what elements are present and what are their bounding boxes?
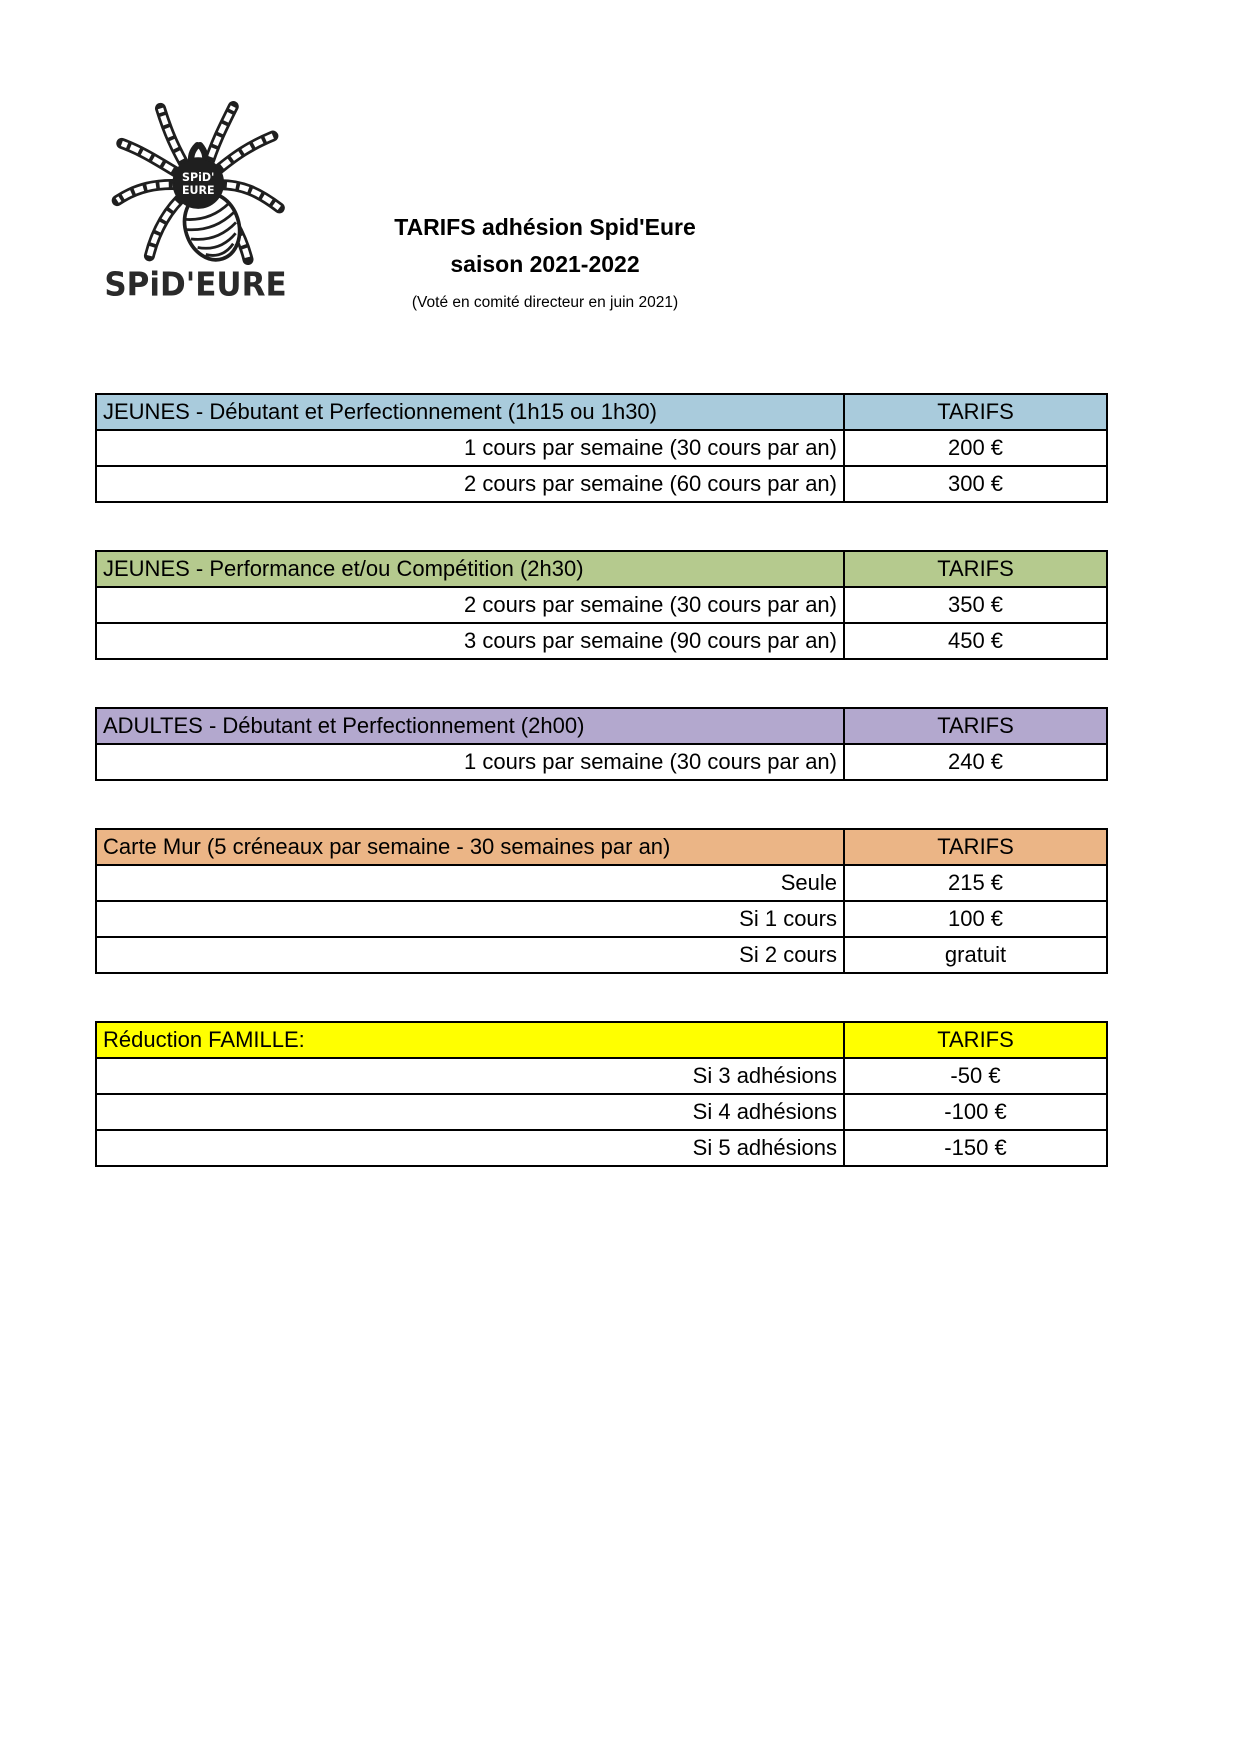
tarif-table-jeunes-debutant — [95, 393, 1108, 503]
tarifs-column-header: TARIFS — [844, 829, 1107, 865]
title-block — [335, 214, 755, 312]
logo — [98, 90, 293, 303]
row-label: 2 cours par semaine (60 cours par an) — [96, 466, 844, 502]
tables — [95, 393, 1108, 1214]
row-tarif: 240 € — [844, 744, 1107, 780]
tarifs-column-header: TARIFS — [844, 1022, 1107, 1058]
tarif-table-jeunes-performance — [95, 550, 1108, 660]
row-label: 1 cours par semaine (30 cours par an) — [96, 744, 844, 780]
badge-text-line1: SPiD' — [182, 171, 215, 185]
page-title: TARIFS adhésion Spid'Eure — [394, 214, 696, 240]
table-header-carte-mur: Carte Mur (5 créneaux par semaine - 30 semaines par an) — [96, 829, 844, 865]
row-label: Si 1 cours — [96, 901, 844, 937]
row-tarif: -50 € — [844, 1058, 1107, 1094]
row-tarif: 350 € — [844, 587, 1107, 623]
row-label: 1 cours par semaine (30 cours par an) — [96, 430, 844, 466]
row-label: 2 cours par semaine (30 cours par an) — [96, 587, 844, 623]
row-label: Seule — [96, 865, 844, 901]
table-row — [96, 1094, 1107, 1130]
table-row — [96, 937, 1107, 973]
table-row — [96, 901, 1107, 937]
logo-wordmark: SPiD'EURE — [104, 266, 287, 304]
spider-icon — [103, 90, 288, 265]
season-subtitle: saison 2021-2022 — [450, 251, 640, 277]
table-row — [96, 1130, 1107, 1166]
table-row — [96, 865, 1107, 901]
tarifs-column-header: TARIFS — [844, 394, 1107, 430]
tarif-table-carte-mur — [95, 828, 1108, 974]
row-label: Si 2 cours — [96, 937, 844, 973]
row-label: Si 3 adhésions — [96, 1058, 844, 1094]
badge-text-line2: EURE — [181, 184, 215, 198]
row-tarif: 215 € — [844, 865, 1107, 901]
table-row — [96, 430, 1107, 466]
row-tarif: 300 € — [844, 466, 1107, 502]
row-tarif: -150 € — [844, 1130, 1107, 1166]
table-header-adultes-debutant: ADULTES - Débutant et Perfectionnement (2h00) — [96, 708, 844, 744]
row-label: Si 4 adhésions — [96, 1094, 844, 1130]
table-row — [96, 1058, 1107, 1094]
table-header-jeunes-performance: JEUNES - Performance et/ou Compétition (2h30) — [96, 551, 844, 587]
row-tarif: 200 € — [844, 430, 1107, 466]
tarifs-column-header: TARIFS — [844, 708, 1107, 744]
tarifs-column-header: TARIFS — [844, 551, 1107, 587]
row-label: 3 cours par semaine (90 cours par an) — [96, 623, 844, 659]
row-tarif: gratuit — [844, 937, 1107, 973]
table-row — [96, 587, 1107, 623]
table-header-reduction-famille: Réduction FAMILLE: — [96, 1022, 844, 1058]
tarif-table-reduction-famille — [95, 1021, 1108, 1167]
vote-note: (Voté en comité directeur en juin 2021) — [411, 294, 679, 311]
row-label: Si 5 adhésions — [96, 1130, 844, 1166]
tarif-table-adultes-debutant — [95, 707, 1108, 781]
table-row — [96, 466, 1107, 502]
row-tarif: -100 € — [844, 1094, 1107, 1130]
table-header-jeunes-debutant: JEUNES - Débutant et Perfectionnement (1h15 ou 1h30) — [96, 394, 844, 430]
row-tarif: 100 € — [844, 901, 1107, 937]
row-tarif: 450 € — [844, 623, 1107, 659]
table-row — [96, 744, 1107, 780]
table-row — [96, 623, 1107, 659]
